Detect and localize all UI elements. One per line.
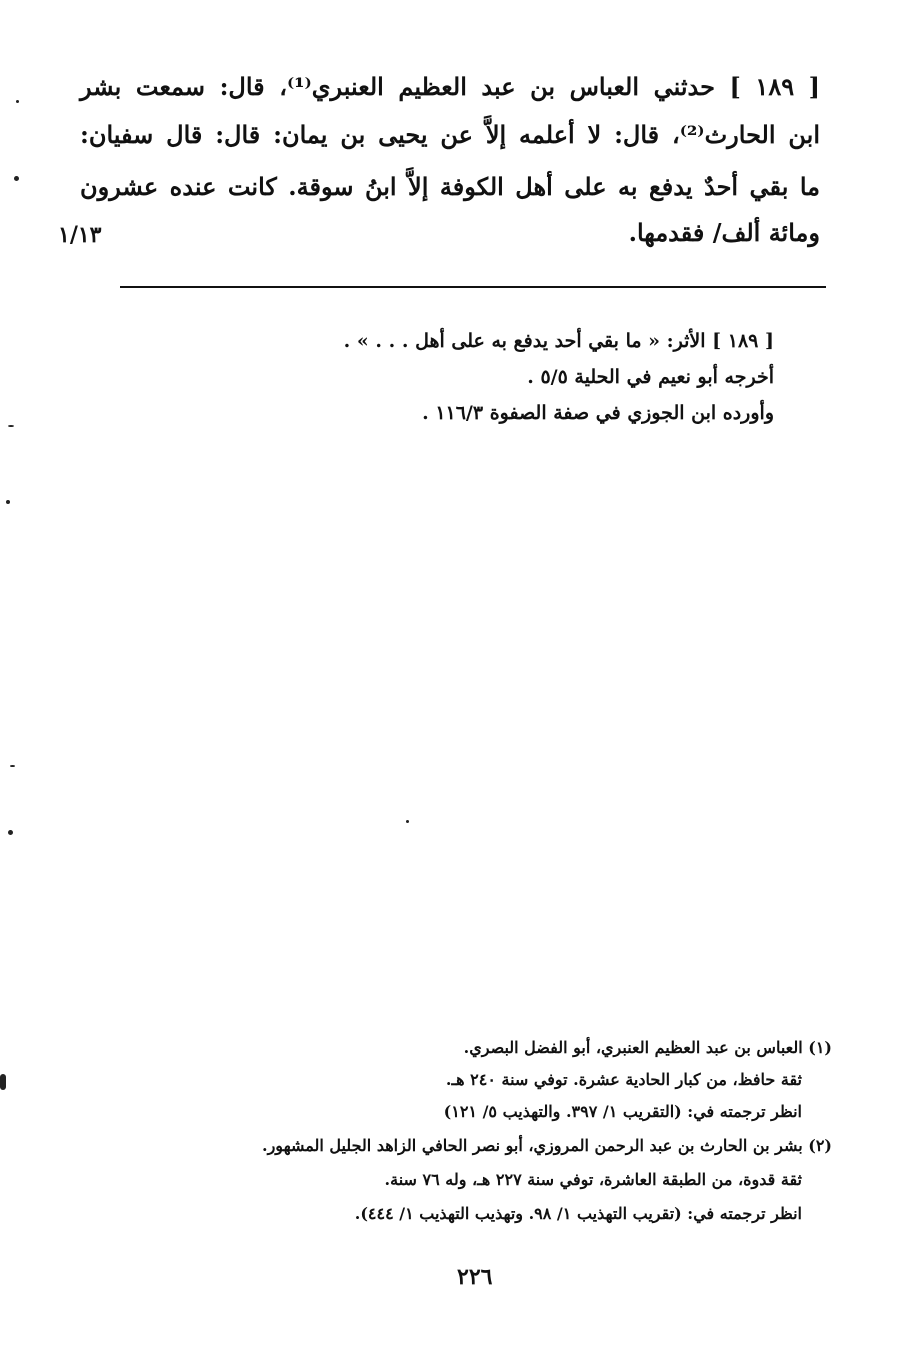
scan-speck: [14, 176, 19, 181]
main-text-line-4: ومائة ألف/ فقدمها.: [628, 218, 820, 247]
main-text-line-3: ما بقي أحدٌ يدفع به على أهل الكوفة إلاَّ ابنُ سوقة. كانت عنده عشرون: [80, 172, 820, 201]
scan-speck: [16, 100, 19, 103]
scan-speck: [6, 500, 10, 504]
scan-speck: [10, 765, 15, 767]
takhrij-line-2: أخرجه أبو نعيم في الحلية ٥/٥ .: [527, 366, 774, 388]
page-number: ٢٢٦: [457, 1264, 493, 1290]
footnote-2-line-2: ثقة قدوة، من الطبقة العاشرة، توفي سنة ٢٢٧ هـ، وله ٧٦ سنة.: [384, 1170, 802, 1189]
footnote-1-line-1: (١) العباس بن عبد العظيم العنبري، أبو الفضل البصري.: [463, 1038, 832, 1057]
takhrij-line-3: وأورده ابن الجوزي في صفة الصفوة ١١٦/٣ .: [422, 402, 774, 424]
main-text-line-1: [ ١٨٩ ] حدثني العباس بن عبد العظيم العنبري⁽¹⁾، قال: سمعت بشر: [80, 72, 821, 101]
text-footnote-divider: [120, 286, 826, 288]
takhrij-line-1: [ ١٨٩ ] الأثر: « ما بقي أحد يدفع به على أهل . . . » .: [343, 330, 774, 352]
footnote-1-line-3: انظر ترجمته في: (التقريب ١/ ٣٩٧. والتهذيب ٥/ ١٢١): [443, 1102, 802, 1121]
footnote-2-line-3: انظر ترجمته في: (تقريب التهذيب ١/ ٩٨. وتهذيب التهذيب ١/ ٤٤٤).: [354, 1204, 802, 1223]
main-text-line-2: ابن الحارث⁽²⁾، قال: لا أعلمه إلاَّ عن يحيى بن يمان: قال: قال سفيان:: [80, 120, 821, 149]
scan-speck: [406, 820, 409, 823]
margin-folio-note: ١/١٣: [58, 222, 102, 248]
scan-speck: [8, 830, 13, 835]
footnote-1-line-2: ثقة حافظ، من كبار الحادية عشرة. توفي سنة ٢٤٠ هـ.: [445, 1070, 802, 1089]
scan-speck: [0, 1074, 6, 1090]
footnote-2-line-1: (٢) بشر بن الحارث بن عبد الرحمن المروزي، أبو نصر الحافي الزاهد الجليل المشهور.: [262, 1136, 832, 1155]
scan-speck: [8, 425, 14, 427]
